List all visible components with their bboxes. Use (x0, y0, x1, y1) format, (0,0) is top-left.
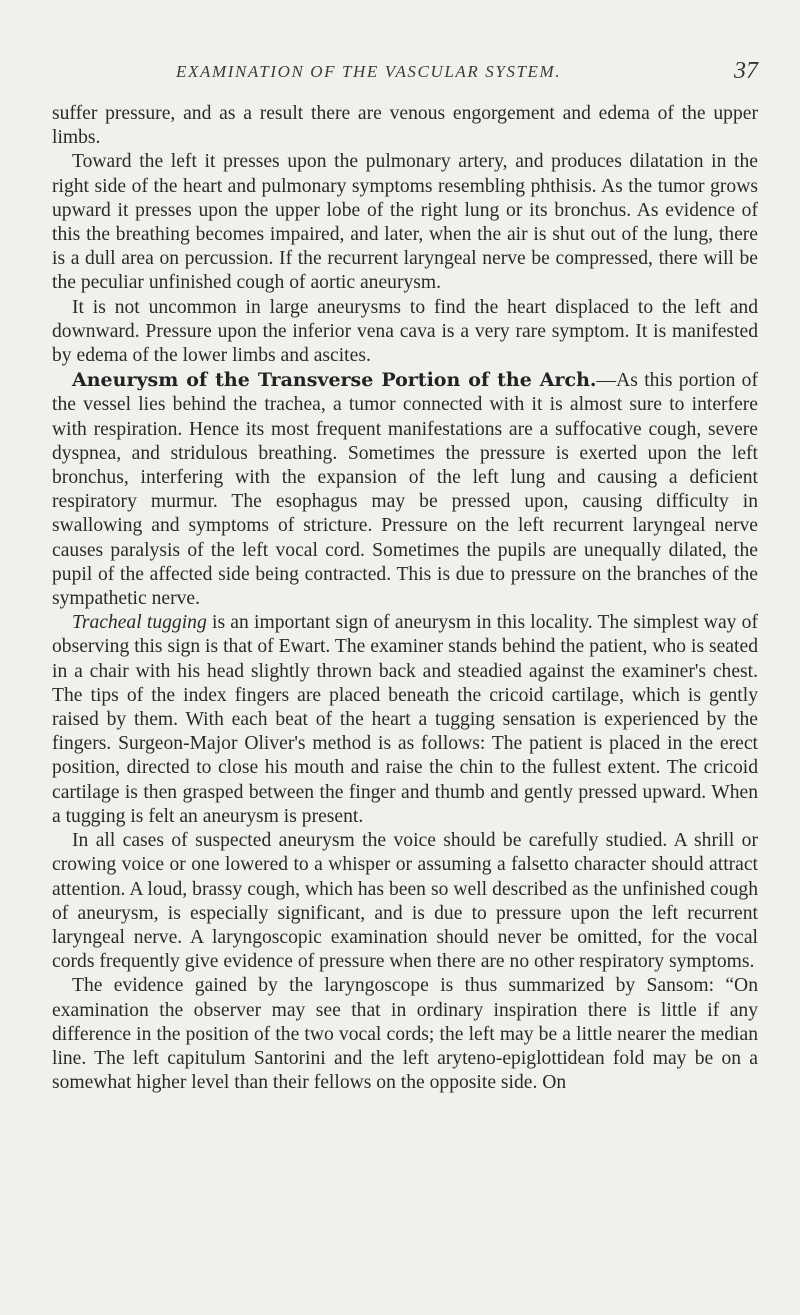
italic-term: Tracheal tugging (72, 612, 207, 634)
paragraph-5-text: is an important sign of aneurysm in this locality. The simplest way of observing this sign is that of Ewart. The examiner stands behind the patient, who is seated in a chair with his head slightly thrown back and steadied against the examiner's chest. The tips of the index fingers are placed beneath the cricoid cartilage, which is gently raised by them. With each beat of the heart a tugging sensation is experienced by the fingers. Surgeon-Major Oliver's method is as follows: The patient is placed in the erect position, directed to close his mouth and raise the chin to the fullest extent. The cricoid cartilage is then grasped between the finger and thumb and gently pressed upward. When a tugging is felt an aneurysm is present. (52, 612, 758, 827)
paragraph-4 (52, 368, 758, 611)
paragraph-6-text: In all cases of suspected aneurysm the voice should be carefully studied. A shrill or crowing voice or one lowered to a whisper or assuming a falsetto character should attract attention. A loud, brassy cough, which has been so well described as the unfinished cough of aneurysm, is especially significant, and is due to pressure upon the left recurrent laryngeal nerve. A laryngoscopic examination should never be omitted, for the vocal cords frequently give evidence of pressure when there are no other respiratory symptoms. (52, 830, 758, 973)
running-head (52, 58, 758, 90)
paragraph-7 (52, 974, 758, 1095)
paragraph-3-text: It is not uncommon in large aneurysms to find the heart displaced to the left and downward. Pressure upon the inferior vena cava is a very rare symptom. It is manifested by edema of the lower limbs and ascites. (52, 296, 758, 367)
paragraph-2 (52, 150, 758, 295)
paragraph-6 (52, 829, 758, 974)
paragraph-4-text: —As this portion of the vessel lies behind the trachea, a tumor connected with it is almost sure to interfere with respiration. Hence its most frequent manifestations are a suffocative cough, severe dyspnea, and stridulous breathing. Sometimes the pressure is exerted upon the left bronchus, interfering with the expansion of the left lung and causing a deficient respiratory murmur. The esophagus may be pressed upon, causing difficulty in swallowing and symptoms of stricture. Pressure on the left recurrent laryngeal nerve causes paralysis of the left vocal cord. Sometimes the pupils are unequally dilated, the pupil of the affected side being contracted. This is due to pressure on the branches of the sympathetic nerve. (52, 370, 758, 610)
paragraph-1-text: suffer pressure, and as a result there are venous engorgement and edema of the upper limbs. (52, 103, 758, 149)
paragraph-3 (52, 296, 758, 369)
page-number: 37 (734, 58, 758, 84)
section-heading: Aneurysm of the Transverse Portion of the Arch. (72, 369, 597, 392)
running-title: EXAMINATION OF THE VASCULAR SYSTEM. (176, 62, 562, 81)
paragraph-2-text: Toward the left it presses upon the pulmonary artery, and produces dilatation in the right side of the heart and pulmonary symptoms resembling phthisis. As the tumor grows upward it presses upon the upper lobe of the right lung or its bronchus. As evidence of this the breathing becomes impaired, and later, when the air is shut out of the lung, there is a dull area on percussion. If the recurrent laryngeal nerve be compressed, there will be the peculiar unfinished cough of aortic aneurysm. (52, 151, 758, 294)
paragraph-5 (52, 611, 758, 829)
paragraph-7-text: The evidence gained by the laryngoscope is thus summarized by Sansom: “On examination the observer may see that in ordinary inspiration there is little if any difference in the position of the two vocal cords; the left may be a little nearer the median line. The left capitulum Santorini and the left aryteno-epiglottidean fold may be on a somewhat higher level than their fellows on the opposite side. On (52, 975, 758, 1094)
paragraph-1 (52, 102, 758, 150)
body-text (52, 102, 758, 1095)
